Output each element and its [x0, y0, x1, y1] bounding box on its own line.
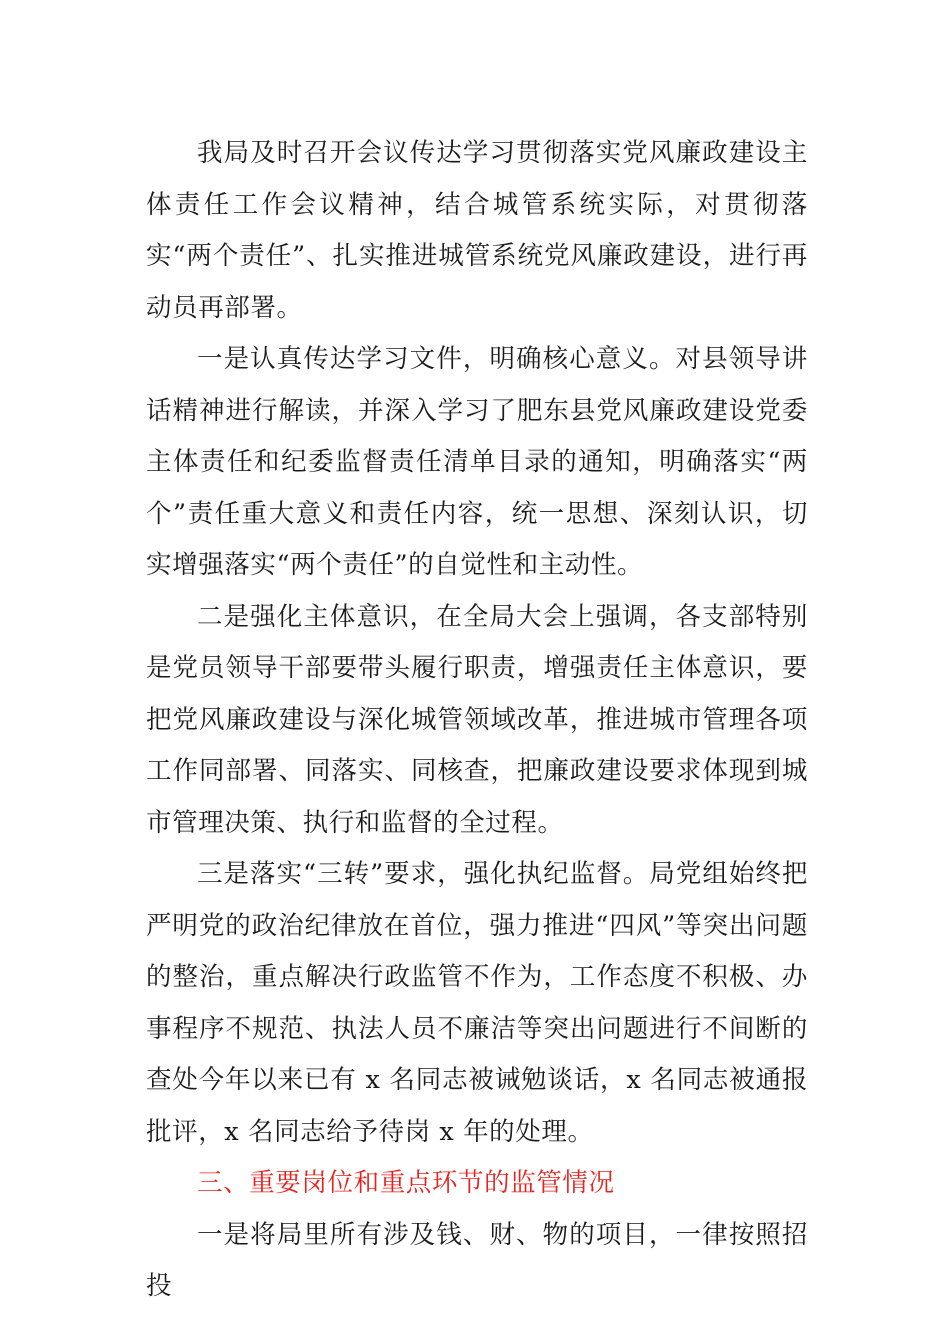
paragraph-intro: 我局及时召开会议传达学习贯彻落实党风廉政建设主体责任工作会议精神，结合城管系统实际，对贯彻落实“两个责任”、扎实推进城管系统党风廉政建设，进行再动员再部署。 — [146, 138, 808, 323]
paragraph-point-two: 二是强化主体意识，在全局大会上强调，各支部特别是党员领导干部要带头履行职责，增强责任主体意识，要把党风廉政建设与深化城管领域改革，推进城市管理各项工作同部署、同落实、同核查，把廉政建设要求体现到城市管理决策、执行和监督的全过程。 — [146, 601, 808, 838]
section-heading: 三、重要岗位和重点环节的监管情况 — [197, 1168, 615, 1198]
document-body — [146, 128, 808, 1313]
paragraph-point-one: 一是认真传达学习文件，明确核心意义。对县领导讲话精神进行解读，并深入学习了肥东县党风廉政建设党委主体责任和纪委监督责任清单目录的通知，明确落实“两个”责任重大意义和责任内容，统一思想、深刻认识，切实增强落实“两个责任”的自觉性和主动性。 — [146, 344, 808, 580]
paragraph-section-three-start: 一是将局里所有涉及钱、财、物的项目，一律按照招投 — [146, 1219, 808, 1301]
paragraph-point-three: 三是落实“三转”要求，强化执纪监督。局党组始终把严明党的政治纪律放在首位，强力推进“四风”等突出问题的整治，重点解决行政监管不作为，工作态度不积极、办事程序不规范、执法人员不廉洁等突出问题进行不间断的查处今年以来已有 x 名同志被诫勉谈话，x 名同志被通报批评，x 名同志给予待岗 x 年的处理。 — [146, 859, 808, 1147]
